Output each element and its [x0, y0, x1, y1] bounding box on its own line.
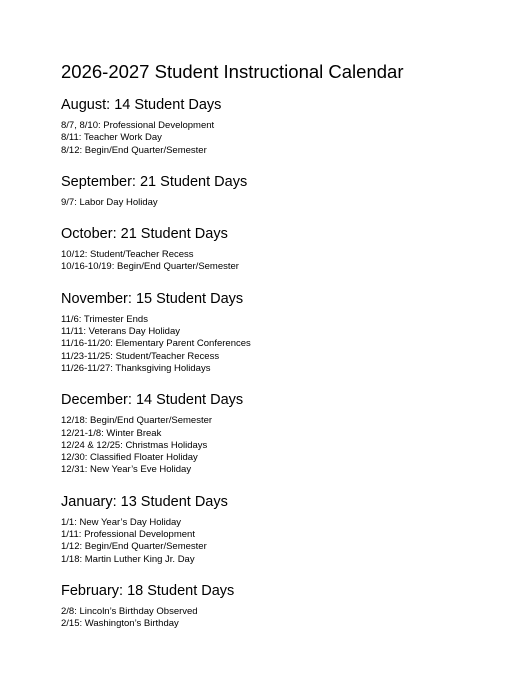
month-section-september	[61, 173, 501, 209]
month-section-november	[61, 290, 501, 375]
event-list	[61, 517, 501, 566]
event-item: 1/11: Professional Development	[61, 529, 195, 541]
event-item: 11/11: Veterans Day Holiday	[61, 326, 180, 338]
page-title: 2026-2027 Student Instructional Calendar	[61, 61, 404, 82]
event-item: 11/6: Trimester Ends	[61, 313, 148, 325]
event-item: 12/30: Classified Floater Holiday	[61, 452, 198, 464]
event-item: 11/26-11/27: Thanksgiving Holidays	[61, 362, 211, 374]
event-item: 11/16-11/20: Elementary Parent Conferences	[61, 338, 251, 350]
event-list	[61, 606, 501, 631]
event-item: 12/21-1/8: Winter Break	[61, 427, 162, 439]
month-section-august	[61, 96, 501, 157]
event-item: 8/11: Teacher Work Day	[61, 132, 162, 144]
event-item: 12/24 & 12/25: Christmas Holidays	[61, 439, 208, 451]
event-item: 12/31: New Year’s Eve Holiday	[61, 464, 192, 476]
event-item: 1/12: Begin/End Quarter/Semester	[61, 541, 207, 553]
month-section-february	[61, 582, 501, 631]
event-item: 10/16-10/19: Begin/End Quarter/Semester	[61, 261, 239, 273]
event-item: 8/7, 8/10: Professional Development	[61, 120, 215, 131]
event-item: 8/12: Begin/End Quarter/Semester	[61, 144, 207, 156]
event-list	[61, 120, 501, 157]
month-heading: October: 21 Student Days	[61, 226, 228, 243]
event-item: 1/18: Martin Luther King Jr. Day	[61, 553, 195, 565]
month-section-october	[61, 225, 501, 274]
event-item: 11/23-11/25: Student/Teacher Recess	[61, 350, 220, 362]
month-heading: February: 18 Student Days	[61, 582, 235, 599]
event-item: 1/1: New Year’s Day Holiday	[61, 516, 182, 528]
month-heading: August: 14 Student Days	[61, 97, 222, 113]
month-section-january	[61, 493, 501, 566]
event-list	[61, 314, 501, 375]
calendar-page	[61, 60, 501, 647]
month-section-december	[61, 391, 501, 476]
event-item: 9/7: Labor Day Holiday	[61, 196, 158, 208]
event-item: 10/12: Student/Teacher Recess	[61, 249, 194, 261]
month-heading: December: 14 Student Days	[61, 392, 244, 409]
event-item: 12/18: Begin/End Quarter/Semester	[61, 415, 213, 427]
event-list	[61, 415, 501, 476]
month-heading: November: 15 Student Days	[61, 290, 244, 307]
event-item: 2/8: Lincoln’s Birthday Observed	[61, 605, 198, 617]
month-heading: September: 21 Student Days	[61, 173, 248, 190]
event-list	[61, 197, 501, 209]
event-item: 2/15: Washington’s Birthday	[61, 618, 179, 630]
event-list	[61, 249, 501, 274]
month-heading: January: 13 Student Days	[61, 493, 228, 510]
